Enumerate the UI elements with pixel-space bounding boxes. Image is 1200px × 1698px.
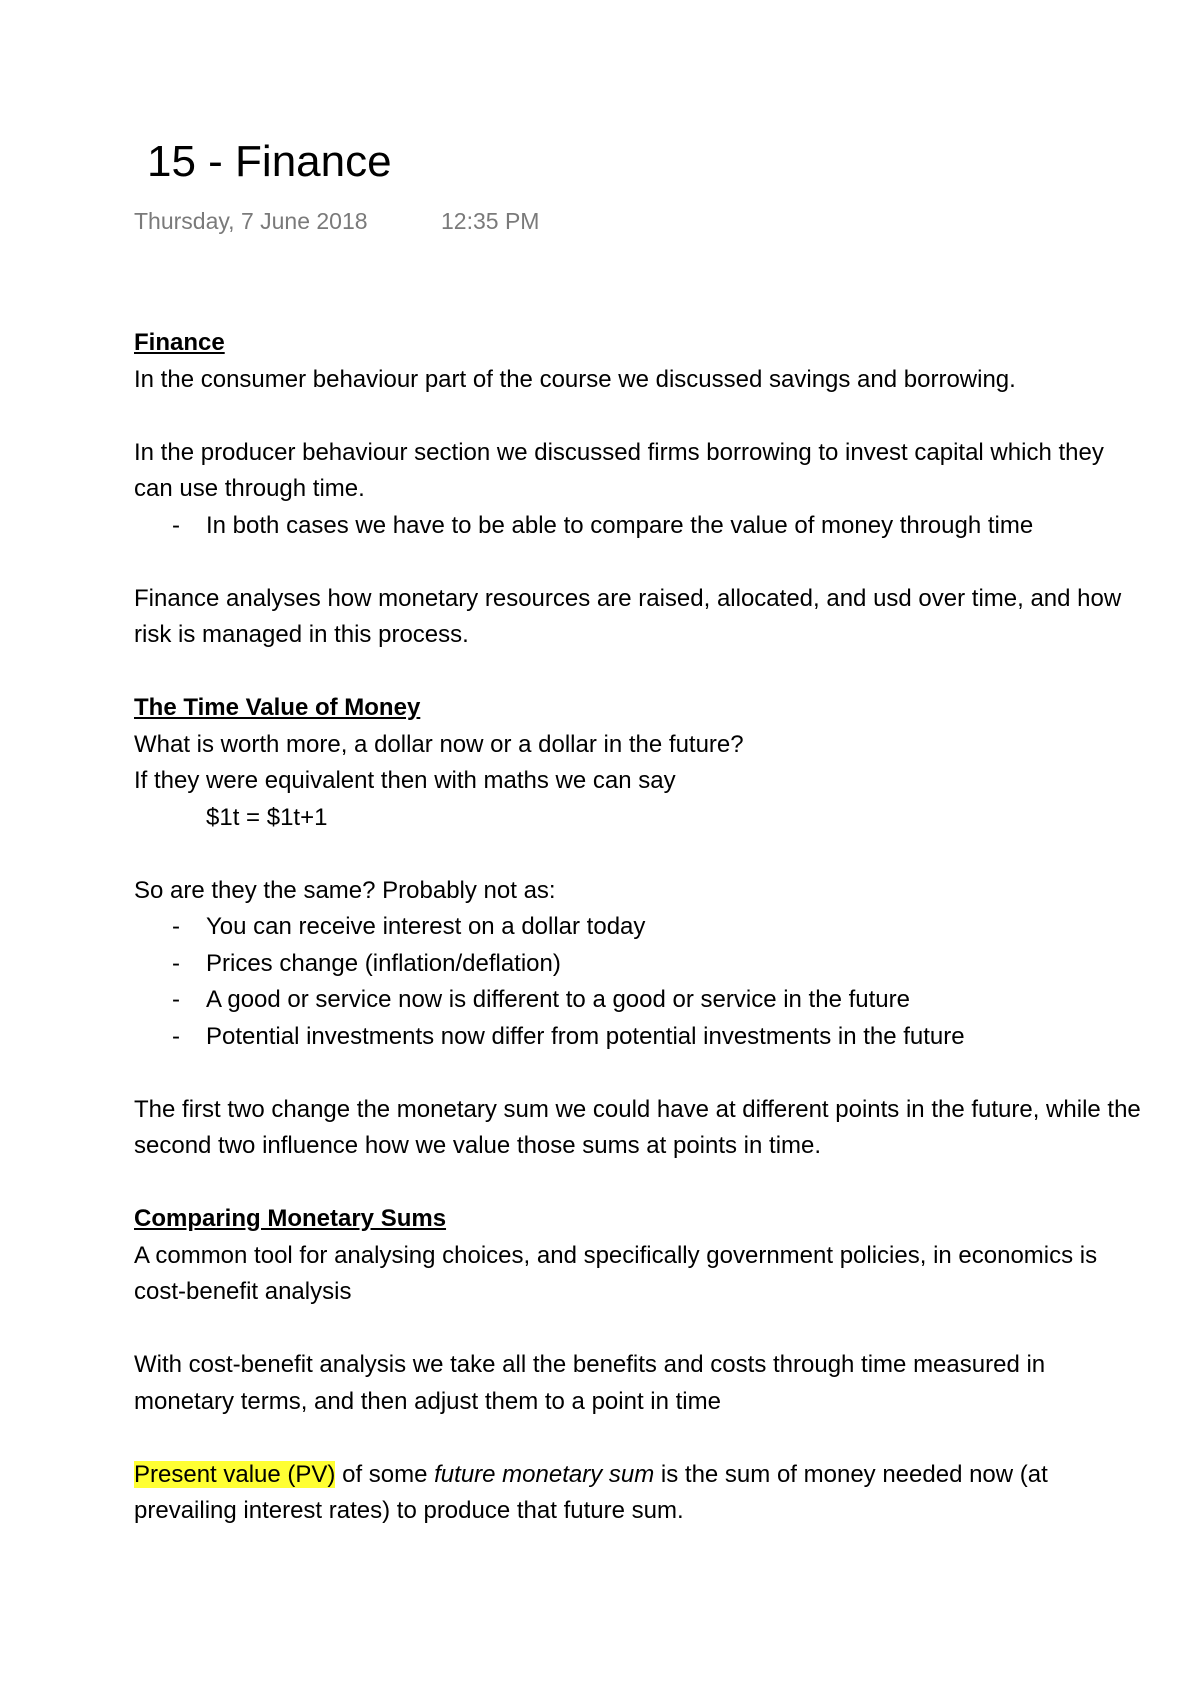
page-title: 15 - Finance	[147, 137, 392, 186]
paragraph: In the consumer behaviour part of the course we discussed savings and borrowing.	[134, 365, 1016, 393]
list-item: - You can receive interest on a dollar today	[134, 909, 1144, 946]
paragraph: With cost-benefit analysis we take all the benefits and costs through time measured in monetary terms, and then adjust them to a point in time	[134, 1351, 1046, 1415]
paragraph: The first two change the monetary sum we could have at different points in the future, while the second two influence how we value those sums at points in time.	[134, 1095, 1141, 1159]
paragraph: Finance analyses how monetary resources are raised, allocated, and usd over time, and how risk is managed in this process.	[134, 584, 1122, 648]
section-heading-time-value: The Time Value of Money	[134, 694, 421, 721]
section-heading-finance: Finance	[134, 329, 225, 356]
text-run: is the sum of money needed now (at prevailing interest rates) to produce that future sum.	[134, 1460, 1048, 1524]
paragraph: So are they the same? Probably not as:	[134, 876, 556, 904]
bullet-list	[134, 909, 1144, 1055]
paragraph: If they were equivalent then with maths we can say	[134, 767, 676, 794]
list-item: - Potential investments now differ from potential investments in the future	[134, 1019, 1144, 1056]
list-item: - In both cases we have to be able to compare the value of money through time	[134, 508, 1144, 545]
text-run: of some	[335, 1460, 435, 1488]
paragraph: What is worth more, a dollar now or a dollar in the future?	[134, 730, 744, 758]
italic-term: future monetary sum	[434, 1460, 655, 1488]
paragraph: A common tool for analysing choices, and specifically government policies, in economics is cost-benefit analysis	[134, 1241, 1098, 1305]
pv-definition	[134, 1457, 1144, 1530]
highlighted-term: Present value (PV)	[134, 1460, 336, 1488]
bullet-list	[134, 508, 1144, 545]
note-body	[134, 325, 1144, 1530]
list-item: - Prices change (inflation/deflation)	[134, 946, 1144, 983]
note-time: 12:35 PM	[441, 208, 540, 234]
equation: $1t = $1t+1	[206, 803, 328, 831]
paragraph: In the producer behaviour section we discussed firms borrowing to invest capital which they can use through time.	[134, 438, 1104, 502]
section-heading-comparing: Comparing Monetary Sums	[134, 1205, 447, 1232]
list-item: - A good or service now is different to a good or service in the future	[134, 982, 1144, 1019]
note-date: Thursday, 7 June 2018	[134, 208, 368, 234]
